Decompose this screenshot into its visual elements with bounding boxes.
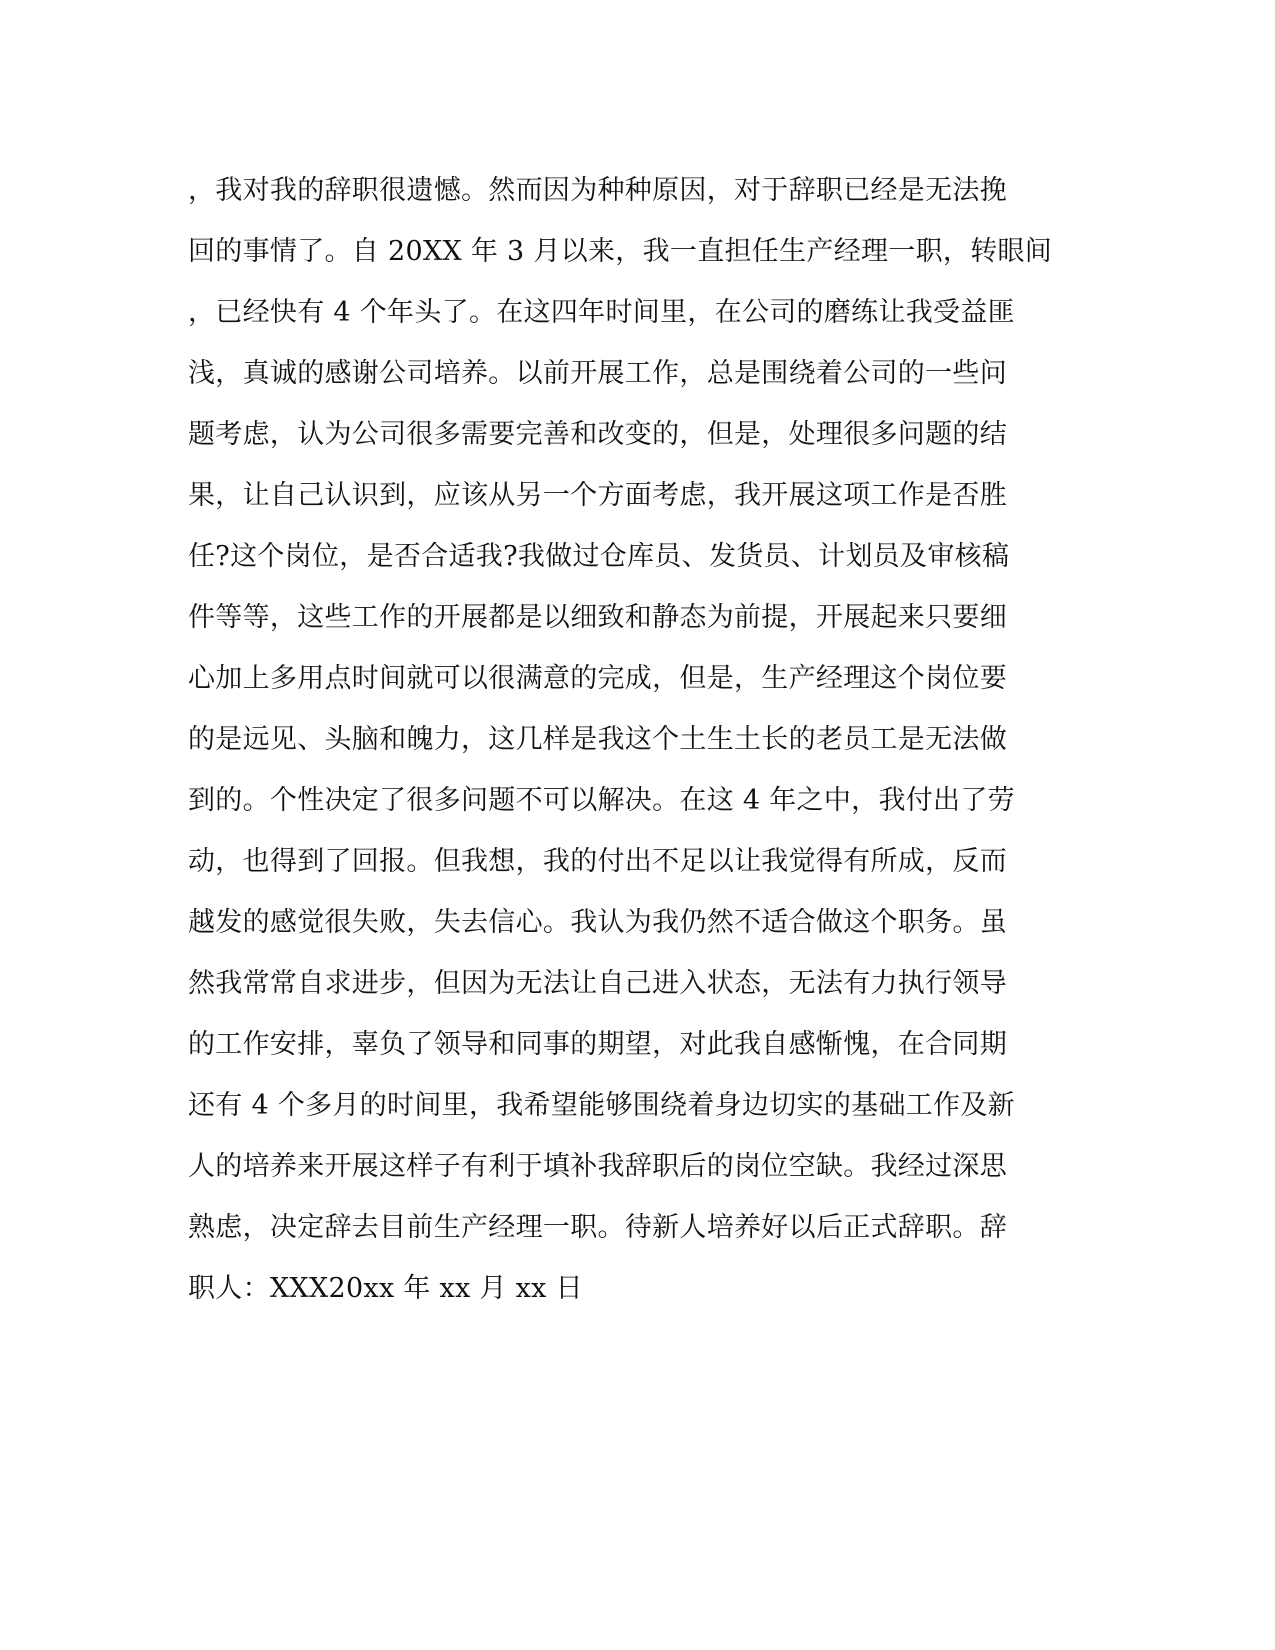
text-line-7: 任?这个岗位，是否合适我?我做过仓库员、发货员、计划员及审核稿: [188, 541, 1010, 572]
text-line-1: ，我对我的辞职很遗憾。然而因为种种原因，对于辞职已经是无法挽: [188, 175, 1007, 206]
text-line-2: 回的事情了。自 20XX 年 3 月以来，我一直担任生产经理一职，转眼间: [188, 236, 1053, 267]
text-line-11: 到的。个性决定了很多问题不可以解决。在这 4 年之中，我付出了劳: [188, 785, 1015, 816]
text-line-5: 题考虑，认为公司很多需要完善和改变的，但是，处理很多问题的结: [188, 419, 1007, 450]
text-line-6: 果，让自己认识到，应该从另一个方面考虑，我开展这项工作是否胜: [188, 480, 1007, 511]
text-line-15: 的工作安排，辜负了领导和同事的期望，对此我自感惭愧，在合同期: [188, 1029, 1007, 1060]
text-line-18: 熟虑，决定辞去目前生产经理一职。待新人培养好以后正式辞职。辞: [188, 1212, 1007, 1243]
text-line-12: 动，也得到了回报。但我想，我的付出不足以让我觉得有所成，反而: [188, 846, 1007, 877]
resignation-letter-body: [188, 160, 1068, 1319]
signature-line: 职人：XXX20xx 年 xx 月 xx 日: [188, 1273, 583, 1304]
text-line-16: 还有 4 个多月的时间里，我希望能够围绕着身边切实的基础工作及新: [188, 1090, 1015, 1121]
text-line-10: 的是远见、头脑和魄力，这几样是我这个土生土长的老员工是无法做: [188, 724, 1007, 755]
text-line-17: 人的培养来开展这样子有利于填补我辞职后的岗位空缺。我经过深思: [188, 1151, 1007, 1182]
text-line-4: 浅，真诚的感谢公司培养。以前开展工作，总是围绕着公司的一些问: [188, 358, 1007, 389]
text-line-8: 件等等，这些工作的开展都是以细致和静态为前提，开展起来只要细: [188, 602, 1007, 633]
text-line-3: ，已经快有 4 个年头了。在这四年时间里，在公司的磨练让我受益匪: [188, 297, 1015, 328]
text-line-13: 越发的感觉很失败，失去信心。我认为我仍然不适合做这个职务。虽: [188, 907, 1007, 938]
text-line-9: 心加上多用点时间就可以很满意的完成，但是，生产经理这个岗位要: [188, 663, 1007, 694]
text-line-14: 然我常常自求进步，但因为无法让自己进入状态，无法有力执行领导: [188, 968, 1007, 999]
